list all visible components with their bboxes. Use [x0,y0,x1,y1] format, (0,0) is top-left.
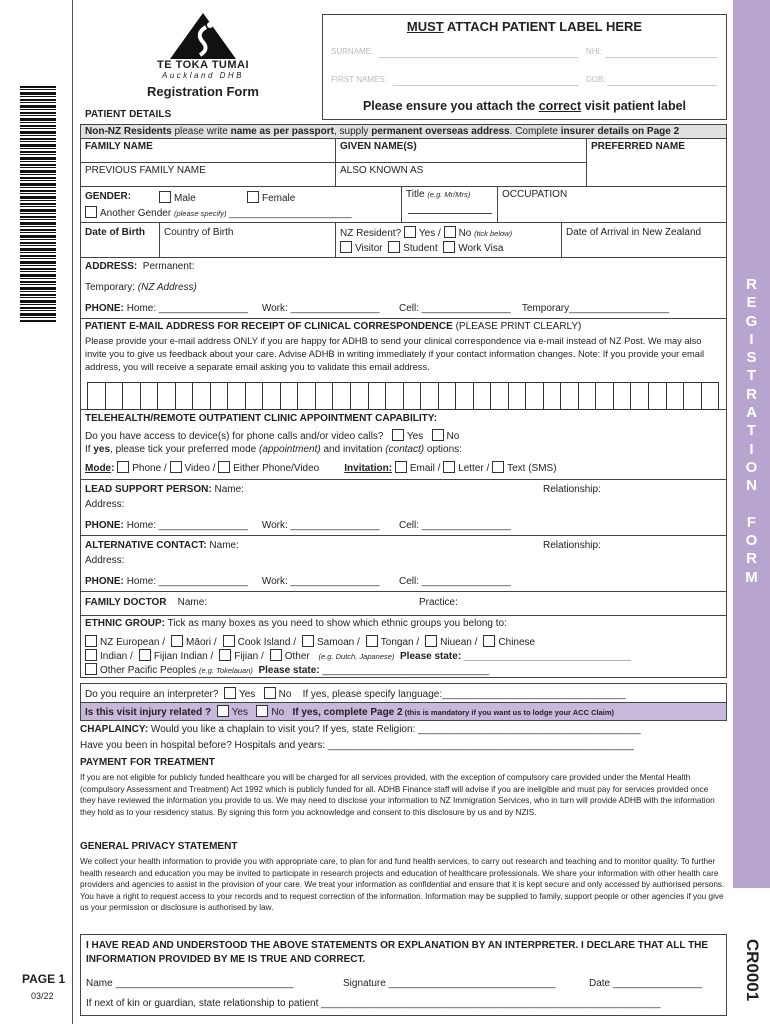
ifyes-a: If [85,444,94,455]
pacific-example: (e.g. Tokelauan) [198,666,253,675]
ethnic-option-label: Indian / [100,651,133,662]
interpreter-specify: If yes, please specify language:_________________________________ [302,689,626,700]
org-name: TE TOKA TUMAI [156,59,250,71]
ensure-pre: Please ensure you attach the [362,99,539,113]
email-grid-cell[interactable] [228,383,246,409]
other-example: (e.g. Dutch, Japanese) [318,652,395,661]
occupation-field[interactable] [497,187,727,222]
strip-letter: O [745,458,758,476]
telehealth-no-label: No [446,431,460,442]
email-grid-cell[interactable] [649,383,667,409]
another-gender-label: Another Gender [100,208,172,219]
email-heading: PATIENT E-MAIL ADDRESS FOR RECEIPT OF CLINICAL CORRESPONDENCE [85,321,453,332]
ethnic-option-label: Cook Island / [237,637,296,648]
ethnic-option[interactable] [302,637,360,648]
notice-d: , supply [333,126,372,137]
preferred-name-label: PREFERRED NAME [591,141,685,152]
ethnic-option[interactable] [171,637,217,648]
email-grid-cell[interactable] [298,383,316,409]
lead-heading: LEAD SUPPORT PERSON: [85,484,212,495]
ethnic-option-label: Chinese [498,637,536,648]
visitor-label: Visitor [355,243,383,254]
email-grid-cell[interactable] [544,383,562,409]
resident-yes-label: Yes / [418,228,441,239]
strip-letter: A [746,404,757,422]
telehealth-heading: TELEHEALTH/REMOTE OUTPATIENT CLINIC APPOINTMENT CAPABILITY: [85,413,438,424]
dob-label: DOB: [586,75,606,84]
phone-label: PHONE: [85,303,124,314]
telehealth-yes-checkbox[interactable] [392,429,404,441]
notice-g: insurer details on Page 2 [560,126,680,137]
privacy-heading: GENERAL PRIVACY STATEMENT [80,841,238,852]
ethnic-option-label: Māori / [186,637,217,648]
email-grid-cell[interactable] [456,383,474,409]
declaration-date-field[interactable]: Date ________________ [589,978,702,989]
email-grid-cell[interactable] [333,383,351,409]
email-grid-cell[interactable] [509,383,527,409]
male-checkbox[interactable] [159,191,171,203]
alt-name-label: Name: [206,540,239,551]
gender-label: GENDER: [85,191,132,202]
male-option[interactable] [159,191,196,204]
non-nz-notice [80,124,727,139]
first-names-label: FIRST NAMES: [331,75,387,84]
alt-heading: ALTERNATIVE CONTACT: [85,540,207,551]
ethnic-note: Tick as many boxes as you need to show which ethnic groups you belong to: [165,618,507,629]
doctor-name-label: Name: [177,597,208,608]
strip-letter: I [749,440,754,458]
invite-letter-checkbox[interactable] [443,461,455,473]
notice-a: Non-NZ Residents [85,126,172,137]
strip-letter: I [749,330,754,348]
chaplaincy-label: CHAPLAINCY: [80,724,149,735]
work-visa-label: Work Visa [458,243,504,254]
temporary-label: Temporary: [85,282,136,293]
occupation-label: OCCUPATION [502,189,568,200]
declaration-box [80,934,727,1016]
ethnic-option-label: Other [284,651,310,662]
mode-video-checkbox[interactable] [170,461,182,473]
injury-question: Is this visit injury related ? [85,707,212,718]
email-grid-cell[interactable] [667,383,685,409]
strip-letter [733,496,770,514]
email-grid-cell[interactable] [176,383,194,409]
ethnic-checkbox[interactable] [302,635,314,647]
another-gender-option[interactable]: Another Gender (please specify) ______________________ [85,206,352,219]
interpreter-no-checkbox[interactable] [264,687,276,699]
form-code [733,935,770,1005]
work-phone: Work: ________________ [261,303,380,314]
home-phone: Home: ________________ [126,303,248,314]
email-grid-cell[interactable] [579,383,597,409]
invite-email-checkbox[interactable] [395,461,407,473]
mode-either-label: Either Phone/Video [233,463,320,474]
email-grid-cell[interactable] [439,383,457,409]
also-known-as-field[interactable] [335,163,587,186]
title-label: Title [406,189,425,200]
ethnic-checkbox[interactable] [366,635,378,647]
email-grid-cell[interactable] [596,383,614,409]
tick-below-note: (tick below) [474,229,513,238]
ethnic-option[interactable] [85,651,133,662]
strip-letter: N [746,477,757,495]
strip-letter: T [746,367,757,385]
student-checkbox[interactable] [388,241,400,253]
privacy-text: We collect your health information to provide you with appropriate care, to plan for and fund health services, to carry out research and teaching and to monitor quality. To further health research and education you may be invited to participate in research projects and education of healthcare professionals. We share your information with other health care providers and agencies to assist in the provision of your care. We treat your information as confidential and ensure that it is kept secure and only accessed by authorised persons. You have a right to request access to your records and to request correction of the information. Information may be supplied to family, support people or other agencies if you give us your permission or disclosure is authorised by law. [80,857,725,912]
another-gender-checkbox[interactable] [85,206,97,218]
email-grid-cell[interactable] [316,383,334,409]
ensure-correct: correct [538,99,582,113]
email-grid-cell[interactable] [421,383,439,409]
email-grid-cell[interactable] [404,383,422,409]
email-grid-cell[interactable] [263,383,281,409]
female-checkbox[interactable] [247,191,259,203]
mode-video-label: Video / [184,463,216,474]
ethnic-option[interactable] [270,651,310,662]
next-of-kin-field[interactable]: If next of kin or guardian, state relationship to patient _____________________________________________________________ [86,998,661,1009]
visitor-checkbox[interactable] [340,241,352,253]
strip-letter: R [746,276,757,293]
email-instructions: Please provide your e-mail address ONLY if you are happy for ADHB to send your clinical correspondence via e-mail instead of NZ Post. We may also invite you to give us feedback about your care. Advise ADHB in writing immediately if your contact information changes. Note: If you provide your email address, you will receive a separate email asking you to validate this email address. [85,336,705,372]
lead-name-label: Name: [211,484,244,495]
telehealth-yes-label: Yes [406,431,424,442]
payment-heading: PAYMENT FOR TREATMENT [80,757,215,768]
alt-cell-phone: Cell: ________________ [398,576,511,587]
label-box-title [323,19,726,34]
student-label: Student [403,243,438,254]
email-grid-cell[interactable] [123,383,141,409]
notice-f: . Complete [509,126,561,137]
interpreter-yes-label: Yes [238,689,256,700]
page-label: PAGE 1 [22,972,66,986]
email-grid-cell[interactable] [684,383,702,409]
strip-letter: E [746,294,757,312]
strip-letter: S [746,349,757,367]
resident-no-label: No [458,228,472,239]
email-grid-cell[interactable] [88,383,106,409]
ethnic-option[interactable] [366,637,419,648]
female-option[interactable] [247,191,295,204]
adhb-logo [170,13,236,59]
email-heading-note: (PLEASE PRINT CLEARLY) [452,321,582,332]
work-visa-checkbox[interactable] [443,241,455,253]
ethnic-option[interactable] [85,637,165,648]
strip-letter: T [746,422,757,440]
payment-text: If you are not eligible for publicly funded healthcare you will be charged for all services provided, with the exception of compulsory care provided under the Mental Health (compulsory Assessment and Treatment) Act 1992 which is publicly funded for all. ADHB Finance staff will advise if you are ineligible and must pay for services provided once they have reviewed the information you provide to us. We may need to disclose your information to NZ Immigration Services, who in turn will provide ADHB with the information they hold as to your residency status. By signing this form you acknowledge and consent to this disclosure by us and by NZIS. [80,773,715,817]
margin-line [72,0,73,1024]
permanent-label: Permanent: [142,261,195,272]
strip-letter: M [745,568,758,586]
ifyes-g: options: [424,444,462,455]
ethnic-checkbox[interactable] [219,649,231,661]
mode-phone-label: Phone / [132,463,167,474]
email-grid-cell[interactable] [526,383,544,409]
email-grid-cell[interactable] [369,383,387,409]
form-code-text: CR0001 [742,938,762,1002]
injury-no-checkbox[interactable] [256,705,268,717]
alt-work-phone: Work: ________________ [261,576,380,587]
email-section [80,319,727,410]
telehealth-instruction [85,444,462,455]
female-label: Female [262,193,296,204]
ethnic-option[interactable] [483,637,535,648]
email-grid-cell[interactable] [141,383,159,409]
ethnic-checkbox[interactable] [270,649,282,661]
must-text: MUST [406,19,444,34]
telehealth-question: Do you have access to device(s) for phone calls and/or video calls? [85,431,384,442]
temporary-phone: Temporary__________________ [521,303,670,314]
ifyes-e: and invitation [320,444,386,455]
ethnic-option-label: Fijian / [234,651,264,662]
interpreter-row [80,683,727,703]
email-grid-cell[interactable] [211,383,229,409]
country-label: Country of Birth [164,227,234,238]
ethnic-heading: ETHNIC GROUP: [85,618,165,629]
ethnic-checkbox[interactable] [425,635,437,647]
interpreter-yes-checkbox[interactable] [224,687,236,699]
alternative-contact-section[interactable] [80,536,727,592]
alt-home-phone: Home: ________________ [126,576,248,587]
strip-letter: R [746,385,757,403]
ifyes-d: (appointment) [259,444,321,455]
declaration-name-field[interactable]: Name ________________________________ [86,978,294,989]
email-grid-cell[interactable] [491,383,509,409]
ifyes-b: yes [93,444,111,455]
injury-yes-checkbox[interactable] [217,705,229,717]
email-grid-cell[interactable] [474,383,492,409]
also-known-label: ALSO KNOWN AS [340,165,424,176]
invite-text-label: Text (SMS) [507,463,557,474]
lead-phone-label: PHONE: [85,520,124,531]
surname-label: SURNAME: [331,47,374,56]
ethnic-option-label: Niuean / [440,637,478,648]
email-grid-cell[interactable] [386,383,404,409]
telehealth-section: TELEHEALTH/REMOTE OUTPATIENT CLINIC APPOINTMENT CAPABILITY: Do you have access to device(s) for phone calls and/or video calls? Yes No If yes, please tick your preferred mode (appointment) and invitation (contact) options: Mode: Phone / Video / Either Phone/Video Invitation: Email / Letter / Text (SMS) [80,410,727,480]
patient-details-heading: PATIENT DETAILS [85,109,172,120]
alt-phone-label: PHONE: [85,576,124,587]
lead-cell-phone: Cell: ________________ [398,520,511,531]
lead-address-label: Address: [85,499,125,510]
page-date: 03/22 [31,991,54,1001]
ethnic-row-1 [85,635,541,648]
strip-letter: F [746,513,757,531]
declaration-signature-field[interactable]: Signature ______________________________ [343,978,556,989]
arrival-date-field[interactable] [561,223,727,257]
email-grid-cell[interactable] [614,383,632,409]
nz-resident-label: NZ Resident? [340,228,402,239]
org-subname: Auckland DHB [161,71,245,80]
strip-letter: R [746,550,757,568]
registration-form-strip [733,0,770,888]
birth-row [80,223,727,258]
previous-family-name-field[interactable]: PREVIOUS FAMILY NAME [85,165,206,176]
lead-support-section[interactable] [80,480,727,536]
injury-complete: If yes, complete Page 2 [292,707,403,718]
pacific-please-state: Please state: [258,665,320,676]
email-grid-cell[interactable] [158,383,176,409]
resident-yes-checkbox[interactable] [404,226,416,238]
invite-letter-label: Letter / [458,463,490,474]
address-row[interactable] [80,258,727,319]
email-grid-cell[interactable] [281,383,299,409]
invite-text-checkbox[interactable] [492,461,504,473]
date-of-birth-field[interactable]: Date of Birth [85,227,145,238]
doctor-practice-label: Practice: [419,597,458,608]
ifyes-c: , please tick your preferred mode [110,444,259,455]
injury-note: (this is mandatory if you want us to lodge your ACC Claim) [402,708,614,717]
other-pacific-checkbox[interactable] [85,663,97,675]
strip-letter: G [745,312,758,330]
alt-address-label: Address: [85,555,125,566]
nz-address-note: (NZ Address) [137,282,197,293]
interpreter-question: Do you require an interpreter? [85,689,219,700]
notice-e: permanent overseas address [371,126,510,137]
email-grid-cell[interactable] [631,383,649,409]
please-specify-note: (please specify) [173,209,227,218]
email-character-grid[interactable] [87,382,719,410]
ethnic-option-label: Fijian Indian / [153,651,214,662]
ethnic-checkbox[interactable] [171,635,183,647]
ethnic-checkbox[interactable] [85,635,97,647]
email-grid-cell[interactable] [561,383,579,409]
patient-label-box[interactable] [322,14,727,120]
mode-either-checkbox[interactable] [218,461,230,473]
title-example: (e.g. Mr/Mrs) [427,190,471,199]
form-title: Registration Form [147,84,259,99]
label-box-instruction [323,99,726,113]
email-grid-cell[interactable] [246,383,264,409]
ifyes-f: (contact) [385,444,425,455]
male-label: Male [174,193,196,204]
mode-phone-checkbox[interactable] [117,461,129,473]
title-field[interactable] [401,187,497,222]
email-grid-cell[interactable] [702,383,719,409]
country-of-birth-field[interactable] [159,223,335,257]
hospital-line: Have you been in hospital before? Hospitals and years: _______________________________________________________ [80,740,634,751]
label-title-rest: ATTACH PATIENT LABEL HERE [443,19,643,34]
gender-row [80,187,727,223]
ethnic-option[interactable] [139,651,213,662]
email-grid-cell[interactable] [106,383,124,409]
lead-relationship-label: Relationship: [543,484,601,495]
ethnic-option[interactable] [223,637,296,648]
ethnic-row-2 [85,649,631,662]
other-pacific-label: Other Pacific Peoples [100,665,197,676]
ethnic-group-section [80,616,727,678]
ethnic-option[interactable] [425,637,477,648]
ethnic-please-state: Please state: ______________________________ [400,651,631,662]
notice-b: please write [171,126,231,137]
preferred-name-field[interactable] [586,139,727,187]
resident-no-checkbox[interactable] [444,226,456,238]
ethnic-checkbox[interactable] [139,649,151,661]
lead-work-phone: Work: ________________ [261,520,380,531]
alt-relationship-label: Relationship: [543,540,601,551]
injury-row [80,703,727,721]
chaplaincy-line [80,724,641,735]
other-pacific-option[interactable]: Other Pacific Peoples (e.g. Tokelauan) Please state: ______________________________ [85,663,489,676]
ethnic-option-label: NZ European / [100,637,166,648]
invite-email-label: Email / [409,463,441,474]
address-label: ADDRESS: [85,261,138,272]
ethnic-checkbox[interactable] [85,649,97,661]
ethnic-option[interactable] [219,651,263,662]
arrival-label: Date of Arrival in New Zealand [566,227,702,238]
notice-c: name as per passport [230,126,334,137]
ethnic-option-label: Samoan / [316,637,360,648]
given-names-field[interactable] [335,139,587,162]
nhi-label: NHI: [586,47,602,56]
ensure-post: visit patient label [581,99,687,113]
family-doctor-row[interactable] [80,592,727,616]
mode-label: Mode [85,463,112,474]
strip-vertical-text [733,276,770,587]
chaplaincy-question: Would you like a chaplain to visit you? If yes, state Religion: ________________________________________ [148,724,641,735]
declaration-text: I HAVE READ AND UNDERSTOOD THE ABOVE STATEMENTS OR EXPLANATION BY AN INTERPRETER. I DECLARE THAT ALL THE INFORMATION PROVIDED BY ME IS TRUE AND CORRECT. [86,940,709,965]
doctor-heading: FAMILY DOCTOR [85,597,167,608]
residency-field [335,223,561,257]
strip-letter: O [745,532,758,550]
lead-home-phone: Home: ________________ [126,520,248,531]
invitation-label: Invitation: [344,463,393,474]
email-grid-cell[interactable] [193,383,211,409]
ethnic-checkbox[interactable] [483,635,495,647]
email-grid-cell[interactable] [351,383,369,409]
cell-phone: Cell: ________________ [398,303,511,314]
family-name-field[interactable]: FAMILY NAME [85,141,153,152]
barcode [20,86,56,322]
given-names-label: GIVEN NAME(S) [340,141,417,152]
interpreter-no-label: No [278,689,292,700]
ethnic-option-label: Tongan / [380,637,420,648]
injury-yes-label: Yes [231,707,249,718]
injury-no-label: No [271,707,285,718]
telehealth-no-checkbox[interactable] [432,429,444,441]
ethnic-checkbox[interactable] [223,635,235,647]
